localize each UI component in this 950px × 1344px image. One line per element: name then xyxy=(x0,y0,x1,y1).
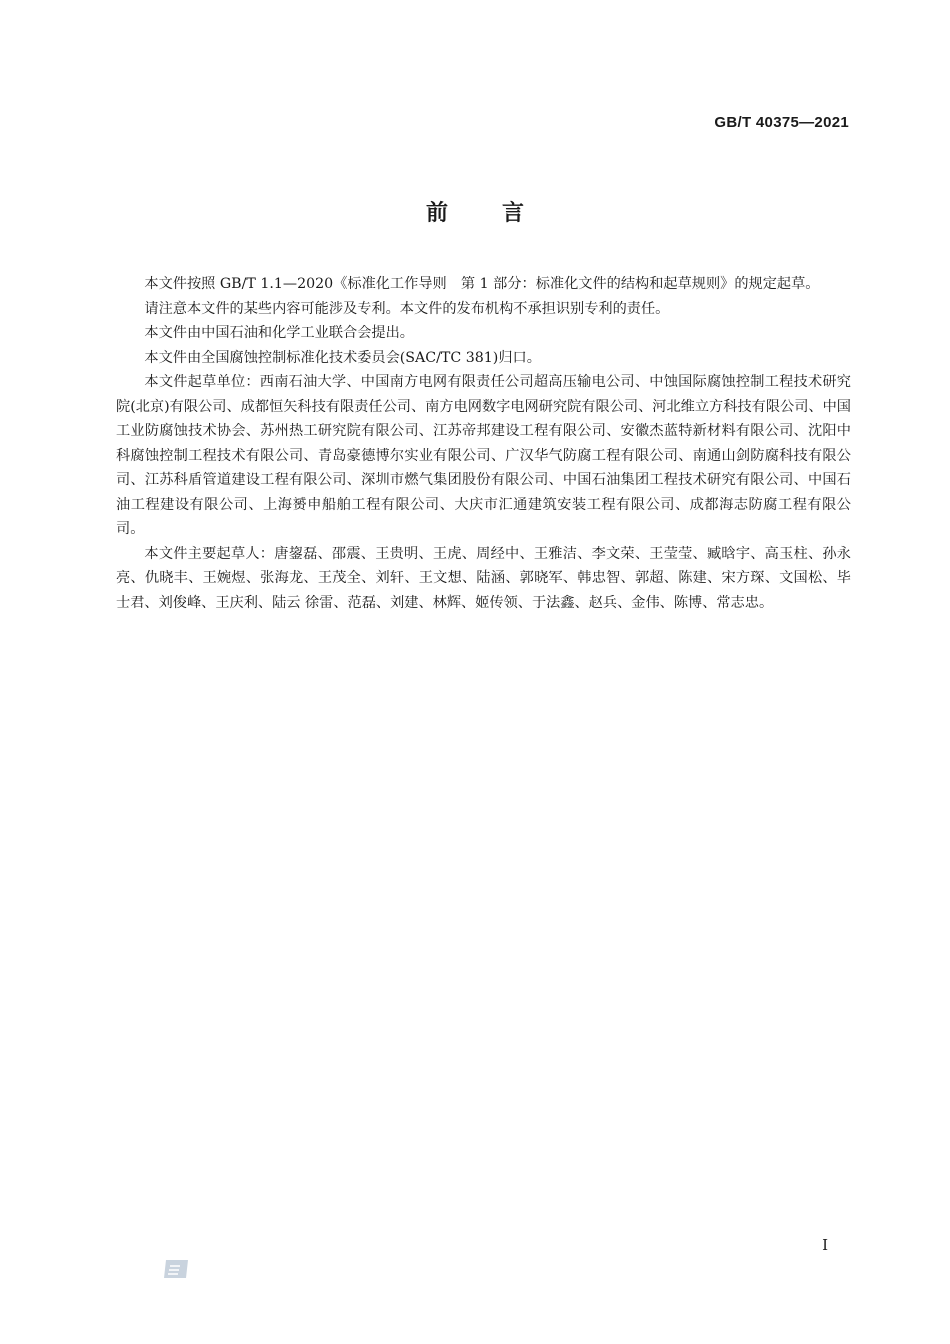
paragraph-patent-notice: 请注意本文件的某些内容可能涉及专利。本文件的发布机构不承担识别专利的责任。 xyxy=(144,300,670,317)
foreword-body xyxy=(116,272,851,615)
paragraph-centralized-by: 本文件由全国腐蚀控制标准化技术委员会(SAC/TC 381)归口。 xyxy=(144,349,541,366)
paragraph-main-drafters: 本文件主要起草人：唐鋆磊、邵震、王贵明、王虎、周经中、王雅洁、李文荣、王莹莹、臧晗宇、高玉柱、孙永亮、仇晓丰、王婉煜、张海龙、王茂全、刘轩、王文想、陆涵、郭晓军、韩忠智、郭超、陈建、宋方琛、文国松、毕士君、刘俊峰、王庆利、陆云 徐雷、范磊、刘建、林辉、姬传领、于法鑫、赵兵、金伟、陈博、常志忠。 xyxy=(116,545,851,611)
paragraph-proposer: 本文件由中国石油和化学工业联合会提出。 xyxy=(144,325,414,341)
paragraph-drafting-rules: 本文件按照 GB/T 1.1—2020《标准化工作导则 第 1 部分：标准化文件的结构和起草规则》的规定起草。 xyxy=(144,276,820,292)
page-title: 前言 xyxy=(425,201,578,226)
page-number: I xyxy=(822,1236,828,1254)
sac-logo-icon xyxy=(162,1258,190,1280)
standard-number: GB/T 40375—2021 xyxy=(714,114,849,131)
paragraph-drafting-organizations: 本文件起草单位：西南石油大学、中国南方电网有限责任公司超高压输电公司、中蚀国际腐蚀控制工程技术研究院(北京)有限公司、成都恒矢科技有限责任公司、南方电网数字电网研究院有限公司、河北维立方科技有限公司、中国工业防腐蚀技术协会、苏州热工研究院有限公司、江苏帝邦建设工程有限公司、安徽杰蓝特新材料有限公司、沈阳中科腐蚀控制工程技术有限公司、青岛豪德博尔实业有限公司、广汉华气防腐工程有限公司、南通山剑防腐科技有限公司、江苏科盾管道建设工程有限公司、深圳市燃气集团股份有限公司、中国石油集团工程技术研究有限公司、中国石油工程建设有限公司、上海赟申船舶工程有限公司、大庆市汇通建筑安装工程有限公司、成都海志防腐工程有限公司。 xyxy=(116,374,851,537)
